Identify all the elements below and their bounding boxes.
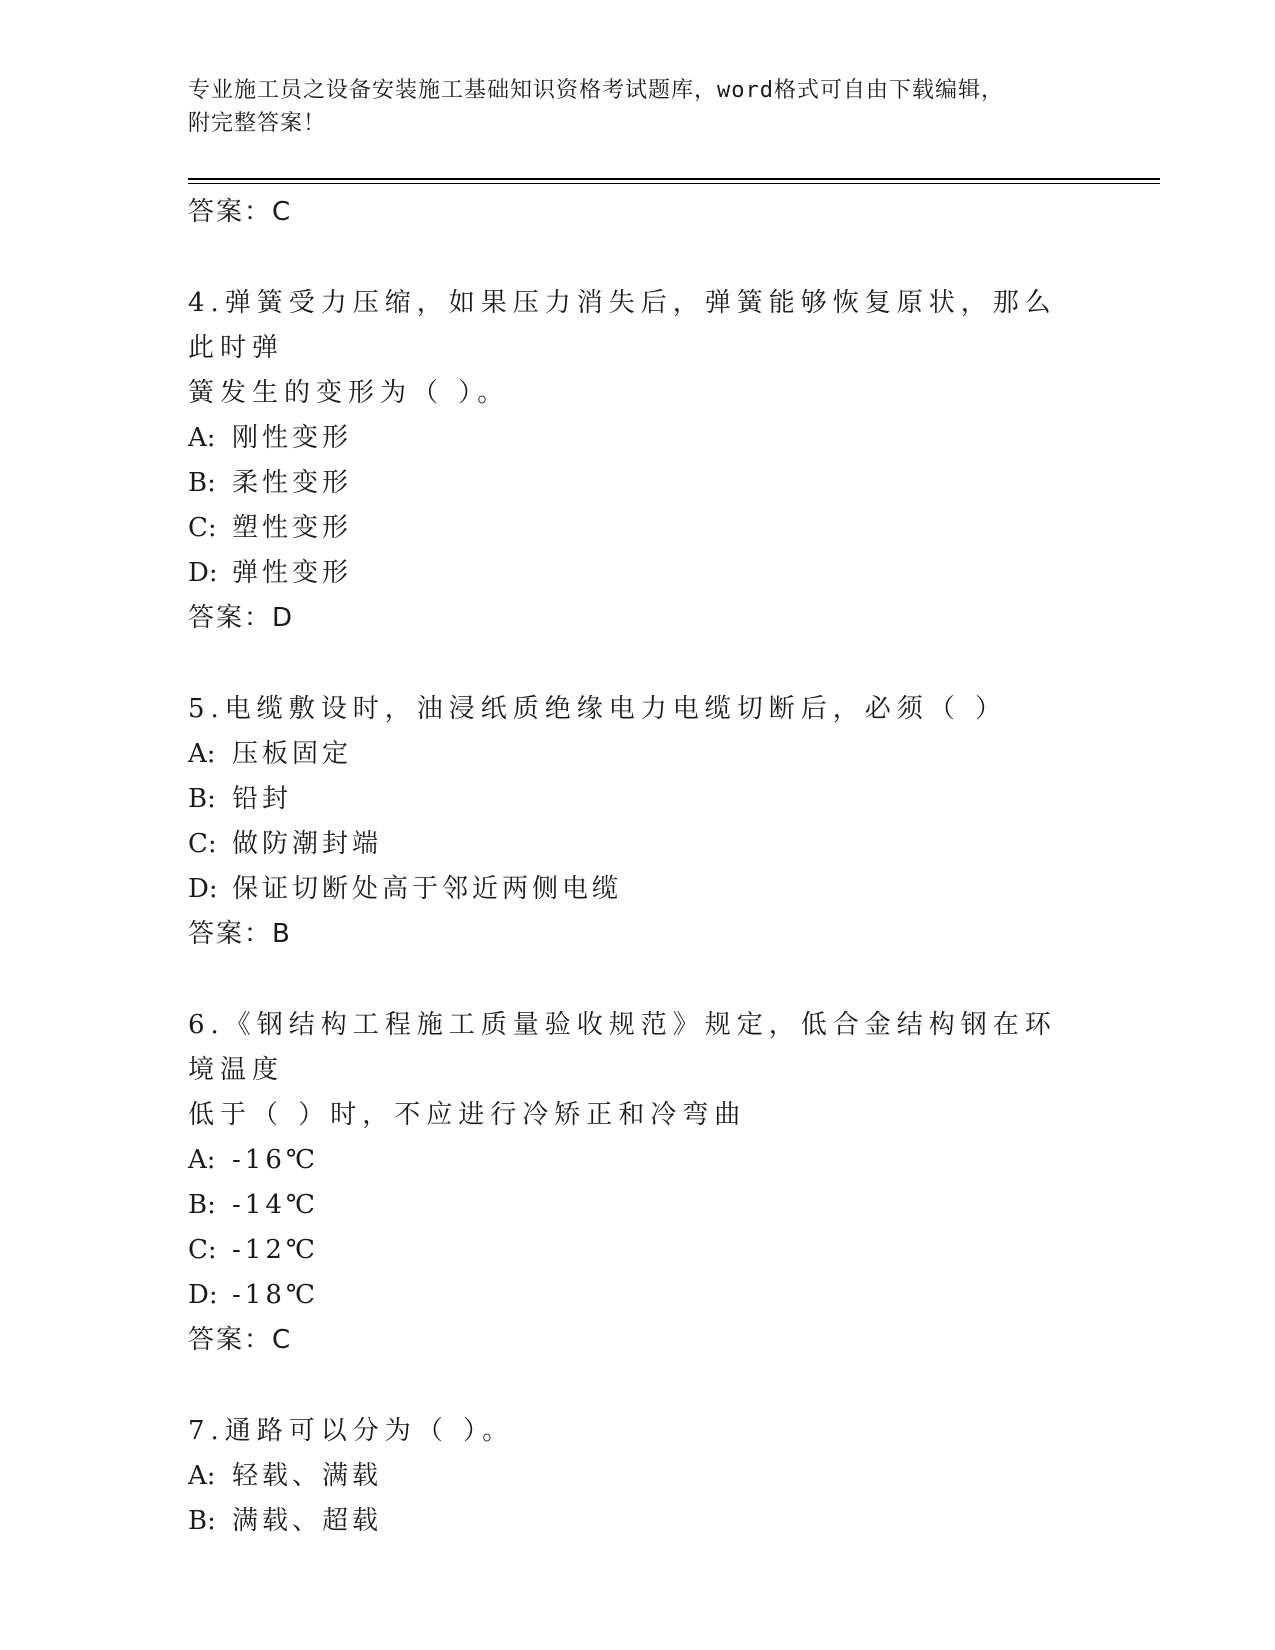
option-d [188, 551, 1088, 596]
spacer [188, 235, 1088, 281]
question-block [188, 1003, 1088, 1363]
question-stem [188, 687, 1068, 732]
option-b [188, 1499, 1088, 1544]
option-text: 柔性变形 [232, 468, 353, 498]
answer-line: 答案：C [188, 197, 293, 227]
question-block [188, 281, 1088, 641]
question-stem-line: 簧发生的变形为（ ）。 [188, 378, 510, 408]
option-text: -14℃ [232, 1190, 319, 1220]
option-b [188, 777, 1088, 822]
option-letter: C: [188, 1235, 217, 1265]
option-text: 做防潮封端 [232, 829, 383, 859]
option-text: -16℃ [232, 1145, 319, 1175]
question-stem [188, 281, 1068, 416]
option-letter: D: [188, 874, 218, 904]
option-letter: C: [188, 513, 217, 543]
question-stem [188, 1409, 1068, 1454]
option-a [188, 1138, 1088, 1183]
spacer [188, 1363, 1088, 1409]
answer-line: 答案：D [188, 603, 295, 633]
option-text: -12℃ [232, 1235, 319, 1265]
option-text: 刚性变形 [232, 423, 353, 453]
question-block [188, 1409, 1088, 1544]
option-letter: C: [188, 829, 217, 859]
header-divider-thin [188, 183, 1160, 184]
option-d [188, 867, 1088, 912]
option-text: 满载、超载 [232, 1506, 383, 1536]
option-c [188, 1228, 1088, 1273]
option-text: 轻载、满载 [232, 1461, 383, 1491]
option-a [188, 416, 1088, 461]
option-letter: B: [188, 1190, 216, 1220]
option-text: 压板固定 [232, 739, 353, 769]
question-block [188, 687, 1088, 957]
spacer [188, 641, 1088, 687]
question-stem-line: 7.通路可以分为（ ）。 [188, 1416, 515, 1446]
option-c [188, 822, 1088, 867]
option-letter: B: [188, 468, 216, 498]
header-line-1: 专业施工员之设备安装施工基础知识资格考试题库，word格式可自由下载编辑， [188, 78, 1004, 103]
option-letter: B: [188, 784, 216, 814]
option-letter: D: [188, 1280, 218, 1310]
question-stem-line: 6.《钢结构工程施工质量验收规范》规定，低合金结构钢在环境温度 [188, 1010, 1057, 1085]
option-letter: A: [188, 1461, 216, 1491]
answer-line: 答案：C [188, 1325, 293, 1355]
option-c [188, 506, 1088, 551]
option-text: 保证切断处高于邻近两侧电缆 [232, 874, 623, 904]
option-a [188, 1454, 1088, 1499]
option-letter: A: [188, 423, 216, 453]
option-b [188, 1183, 1088, 1228]
option-text: 塑性变形 [232, 513, 353, 543]
spacer [188, 957, 1088, 1003]
question-stem-line: 低于（ ）时，不应进行冷矫正和冷弯曲 [188, 1100, 747, 1130]
header-divider-thick [188, 178, 1160, 180]
option-letter: A: [188, 1145, 216, 1175]
option-letter: A: [188, 739, 216, 769]
option-text: -18℃ [232, 1280, 319, 1310]
option-text: 铅封 [232, 784, 293, 814]
question-list [188, 190, 1088, 1544]
question-stem-line: 4.弹簧受力压缩，如果压力消失后，弹簧能够恢复原状，那么此时弹 [188, 288, 1057, 363]
option-letter: B: [188, 1506, 216, 1536]
document-header [188, 74, 1068, 140]
option-d [188, 1273, 1088, 1318]
question-stem [188, 1003, 1068, 1138]
option-text: 弹性变形 [232, 558, 353, 588]
header-line-2: 附完整答案！ [188, 111, 327, 136]
question-stem-line: 5.电缆敷设时，油浸纸质绝缘电力电缆切断后，必须（ ） [188, 694, 1008, 724]
option-letter: D: [188, 558, 218, 588]
answer-line: 答案：B [188, 919, 292, 949]
option-b [188, 461, 1088, 506]
option-a [188, 732, 1088, 777]
